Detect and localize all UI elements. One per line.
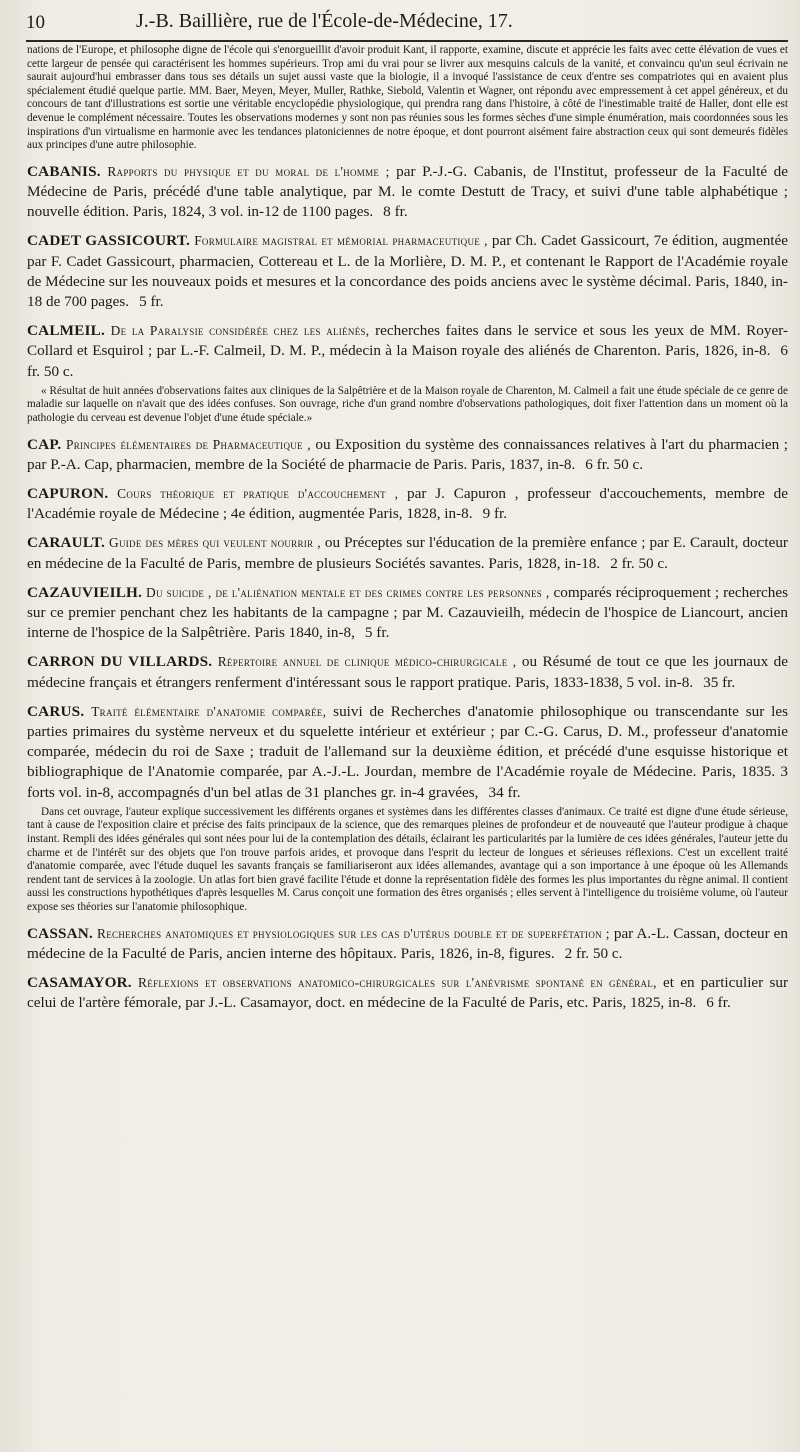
work-title: Recherches anatomiques et physiologiques sur les cas d'utérus double et de superfétation ; [96, 925, 610, 941]
work-title: Rapports du physique et du moral de l'homme ; [107, 163, 390, 179]
work-title: Réflexions et observations anatomico-chirurgicales sur l'anévrisme spontané en général, [138, 974, 657, 990]
entry-price: 35 fr. [703, 673, 736, 691]
entry-note: « Résultat de huit années d'observations faites aux cliniques de la Salpêtrière et de la Maison royale de Charenton, M. Calmeil a fait une étude spéciale de ce genre de maladie sur laquelle on n'avait que des idées confuses. Son ouvrage, riche d'un grand nombre d'observations pathologiques, doit fixer l'attention dans un moment où la pathologie du cerveau est devenue l'objet d'une étude spéciale.» [27, 384, 788, 424]
catalogue-entries [27, 162, 788, 1014]
catalogue-entry [27, 973, 788, 1013]
work-title: Principes élémentaires de Pharmaceutique , [65, 436, 311, 452]
entry-description: comparés réciproquement ; recherches sur ce premier penchant chez les habitants de la campagne ; par M. Cazauvieilh, médecin de l'hospice de Liancourt, ancien interne de l'hospice de la Salpêtrière. Paris 1840, in-8, [27, 583, 789, 642]
entry-description: par J. Capuron , professeur d'accouchements, membre de l'Académie royale de Médecine ; 4e édition, augmentée Paris, 1828, in-8. [27, 484, 788, 523]
catalogue-entry [27, 583, 788, 644]
author-name: CAZAUVIEILH. [27, 583, 143, 601]
author-name: CARAULT. [27, 534, 105, 552]
author-name: CASSAN. [27, 924, 93, 942]
author-name: CASAMAYOR. [27, 973, 132, 991]
entry-price: 6 fr. 50 c. [585, 455, 644, 473]
entry-description: par P.-J.-G. Cabanis, de l'Institut, professeur de la Faculté de Médecine de Paris, précédé d'une table analytique, par M. le comte Destutt de Tracy, et suivi d'une table alphabétique ; nouvelle édition. Paris, 1824, 3 vol. in-12 de 1100 pages. [27, 162, 788, 221]
entry-description: et en particulier sur celui de l'artère fémorale, par J.-L. Casamayor, doct. en médecine de la Faculté de Paris, etc. Paris, 1825, in-8. [27, 973, 789, 1012]
catalogue-entry [27, 702, 788, 803]
entry-description: par A.-L. Cassan, docteur en médecine de la Faculté de Paris, ancien interne des hôpitaux. Paris, 1826, in-8, figures. [27, 924, 789, 962]
intro-paragraph: nations de l'Europe, et philosophe digne de l'école qui s'enorgueillit d'avoir produit Kant, il rapporte, examine, discute et apprécie les faits avec cette élévation de vues et cette largeur de pensée qui caractérisent les hommes supérieurs. Trop ami du vrai pour se livrer aux mesquins calculs de la vanité, et convaincu qu'un seul écrivain ne saurait aujourd'hui embrasser dans tous ses détails un sujet aussi vaste que la biologie, il a invoqué l'assistance de ceux d'entre ses compatriotes qui en avaient plus spécialement étudié quelque partie. MM. Baer, Meyen, Meyer, Muller, Rathke, Siebold, Valentin et Wagner, ont répondu avec empressement à cet appel généreux, et du concours de tant d'illustrations est sortie une véritable encyclopédie physiologique, qui prendra rang dans l'histoire, à côté de l'inestimable traité de Haller, dont elle est devenue le complément nécessaire. Toutes les observations modernes y sont non pas réunies sous les formes sèches d'une simple énumération, mais coordonnées sous les inspirations d'un virtualisme en harmonie avec les tendances platoniciennes de notre époque, et dont pourront aisément faire abstraction ceux qui sont demeurés fidèles aux principes d'une autre philosophie. [27, 44, 788, 152]
author-name: CARUS. [27, 702, 85, 720]
entry-description: suivi de Recherches d'anatomie philosophique ou transcendante sur les parties primaires du système nerveux et du squelette intérieur et extérieur ; par C.-G. Carus, D. M., professeur d'anatomie comparée, médecin du roi de Saxe ; traduit de l'allemand sur la deuxième édition, et précédé d'une esquisse historique et bibliographique de l'Anatomie comparée, par A.-J.-L. Jourdan, membre de l'Académie royale de Médecine. Paris, 1835. 3 forts vol. in-8, accompagnés d'un bel atlas de 31 planches gr. in-4 gravées, [27, 702, 788, 801]
entry-price: 5 fr. [364, 624, 390, 642]
author-name: CAPURON. [27, 484, 109, 502]
catalogue-entry [27, 321, 788, 382]
work-title: Du suicide , de l'aliénation mentale et des crimes contre les personnes , [146, 584, 550, 600]
entry-price: 6 fr. [706, 994, 731, 1012]
entry-description: par Ch. Cadet Gassicourt, 7e édition, augmentée par F. Cadet Gassicourt, pharmacien, Cottereau et L. de la Morlière, D. M. P., et contenant le Rapport de l'Académie royale de Médecine sur les nouveaux poids et mesures et la concordance des poids anciens avec le système décimal. Paris, 1840, in-18 de 700 pages. [27, 232, 789, 310]
entry-note: Dans cet ouvrage, l'auteur explique successivement les différents organes et systèmes dans les différentes classes d'animaux. Ce traité est digne d'une étude sérieuse, tant à cause de l'exposition claire et précise des faits principaux de la science, que des remarques pleines de profondeur et de nouveauté que l'auteur prodigue à chaque instant. Rempli des idées générales qui sont nées pour lui de la contemplation des détails, éclairant les particularités par la lumière de ces idées générales, l'auteur jette du charme et de l'intérêt sur des objets que l'on trouve parfois arides, et provoque dans l'esprit du lecteur de longues et sérieuses réflexions. C'est un excellent traité d'anatomie comparée, avec l'étude duquel les savants français se familiariseront aux idées allemandes, avantage qui a son importance à une époque où les Allemands rendent tant de services à la zoologie. Un atlas fort bien gravé facilite l'étude et donne la représentation fidèle des formes les plus importantes du règne animal. Il contient aussi les constructions hypothétiques d'après lesquelles M. Carus conçoit une formation des êtres organisés ; elles servent à l'intelligence du troisième volume, où l'auteur expose ses théories sur l'anatomie philosophique. [27, 805, 788, 913]
author-name: CABANIS. [27, 162, 101, 180]
work-title: Guide des mères qui veulent nourrir , [108, 535, 321, 551]
author-name: CARRON DU VILLARDS. [27, 653, 213, 671]
catalogue-entry [27, 435, 788, 475]
entry-description: ou Préceptes sur l'éducation de la première enfance ; par E. Carault, docteur en médecine de la Faculté de Paris, membre de plusieurs Sociétés savantes. Paris, 1828, in-18. [27, 534, 788, 572]
entry-description: ou Exposition du système des connaissances relatives à l'art du pharmacien ; par P.-A. Cap, pharmacien, membre de la Société de pharmacie de Paris. Paris, 1837, in-8. [27, 435, 789, 473]
catalogue-entry [27, 162, 788, 223]
page-header [26, 10, 786, 36]
catalogue-column [27, 44, 788, 1013]
work-title: Cours théorique et pratique d'accouchement , [117, 485, 399, 501]
work-title: Répertoire annuel de clinique médico-chirurgicale , [217, 654, 517, 670]
entry-price: 8 fr. [383, 203, 408, 221]
catalogue-entry [27, 484, 788, 524]
entry-description: ou Résumé de tout ce que les journaux de médecine français et étrangers renferment d'intéressant sous le rapport pratique. Paris, 1833-1838, 5 vol. in-8. [27, 653, 788, 691]
author-name: CAP. [27, 435, 62, 453]
page-number: 10 [26, 12, 45, 33]
catalogue-entry [27, 652, 788, 692]
entry-price: 9 fr. [482, 505, 508, 523]
entry-price: 2 fr. 50 c. [610, 554, 668, 572]
work-title: De la Paralysie considérée chez les aliénés, [110, 323, 370, 339]
entry-price: 34 fr. [488, 783, 521, 801]
author-name: CALMEIL. [27, 322, 105, 340]
work-title: Formulaire magistral et mémorial pharmaceutique , [194, 233, 488, 249]
header-rule [26, 40, 788, 42]
catalogue-entry [27, 924, 788, 964]
catalogue-entry [27, 231, 788, 312]
work-title: Traité élémentaire d'anatomie comparée, [91, 703, 327, 719]
entry-price: 5 fr. [139, 292, 164, 310]
author-name: CADET GASSICOURT. [27, 232, 191, 250]
running-title: J.-B. Baillière, rue de l'École-de-Médecine, 17. [136, 10, 513, 32]
entry-price: 6 fr. 50 c. [27, 342, 788, 380]
entry-price: 2 fr. 50 c. [564, 944, 623, 962]
entry-description: recherches faites dans le service et sous les yeux de MM. Royer-Collard et Esquirol ; par L.-F. Calmeil, D. M. P., médecin à la Maison royale des aliénés de Charenton. Paris, 1826, in-8. [27, 322, 789, 360]
catalogue-entry [27, 533, 788, 573]
